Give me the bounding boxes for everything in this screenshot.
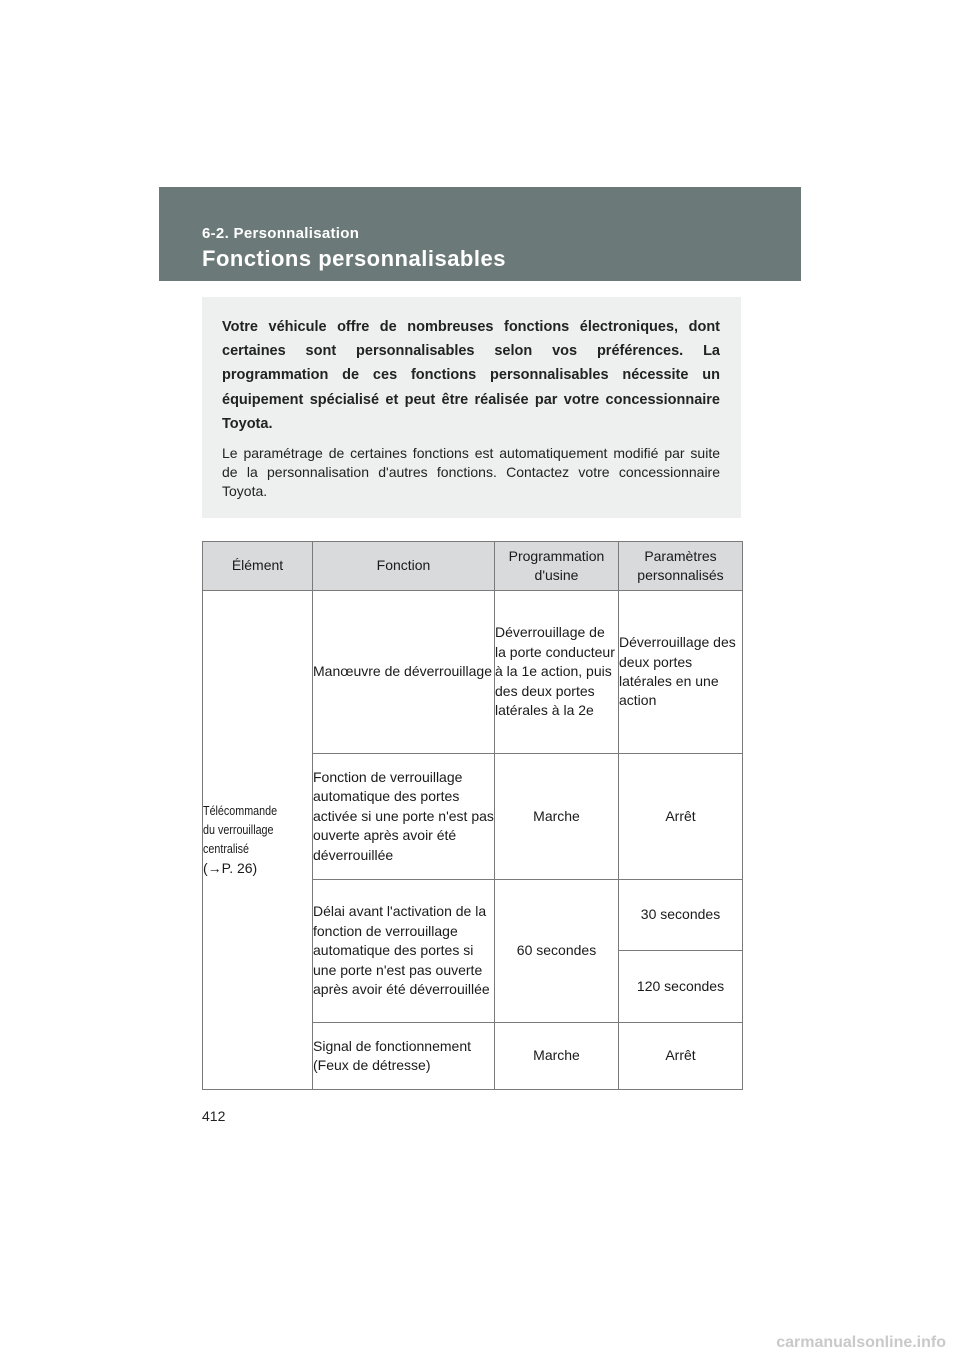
function-cell: Délai avant l'activation de la fonction de verrouillage automatique des portes si une porte n'est pas ouverte après avoir été déverrouillée: [313, 880, 495, 1023]
table-row: [203, 591, 743, 754]
page-title: Fonctions personnalisables: [202, 246, 506, 271]
custom-cell: Déverrouillage des deux portes latérales en une action: [619, 591, 743, 754]
item-line-1: Télécommande: [203, 803, 278, 818]
header-element: Élément: [203, 542, 313, 591]
table-header-row: [203, 542, 743, 591]
intro-normal-text: Le paramétrage de certaines fonctions est automatiquement modifié par suite de la personnalisation d'autres fonctions. Contactez votre concessionnaire Toyota.: [222, 445, 720, 500]
header-custom: Paramètres personnalisés: [619, 542, 743, 591]
page-reference: (→P. 26): [203, 859, 258, 876]
settings-table: [202, 541, 743, 1090]
item-line-3: centralisé: [203, 841, 250, 856]
page-number: 412: [202, 1108, 226, 1124]
factory-cell: Déverrouillage de la porte conducteur à la 1e action, puis des deux portes latérales à la 2e: [495, 591, 619, 754]
header-factory: Programmation d'usine: [495, 542, 619, 591]
custom-cell: 30 secondes: [619, 880, 743, 951]
factory-cell: Marche: [495, 754, 619, 880]
item-line-2: du verrouillage: [203, 822, 274, 837]
intro-box: [202, 297, 741, 518]
custom-cell: Arrêt: [619, 1023, 743, 1090]
function-cell: Signal de fonctionnement (Feux de détresse): [313, 1023, 495, 1090]
intro-bold-text: Votre véhicule offre de nombreuses fonctions électroniques, dont certaines sont personnalisables selon vos préférences. La programmation de ces fonctions personnalisables nécessite un équipement spécialisé et peut être réalisée par votre concessionnaire Toyota.: [222, 319, 720, 432]
function-cell: Fonction de verrouillage automatique des portes activée si une porte n'est pas ouverte après avoir été déverrouillée: [313, 754, 495, 880]
factory-cell: Marche: [495, 1023, 619, 1090]
header-function: Fonction: [313, 542, 495, 591]
section-label: 6-2. Personnalisation: [202, 225, 360, 242]
item-cell: [203, 591, 313, 1090]
custom-cell: Arrêt: [619, 754, 743, 880]
watermark: carmanualsonline.info: [776, 1334, 946, 1351]
factory-cell: 60 secondes: [495, 880, 619, 1023]
section-header: [159, 187, 801, 281]
function-cell: Manœuvre de déverrouillage: [313, 591, 495, 754]
custom-cell: 120 secondes: [619, 951, 743, 1023]
